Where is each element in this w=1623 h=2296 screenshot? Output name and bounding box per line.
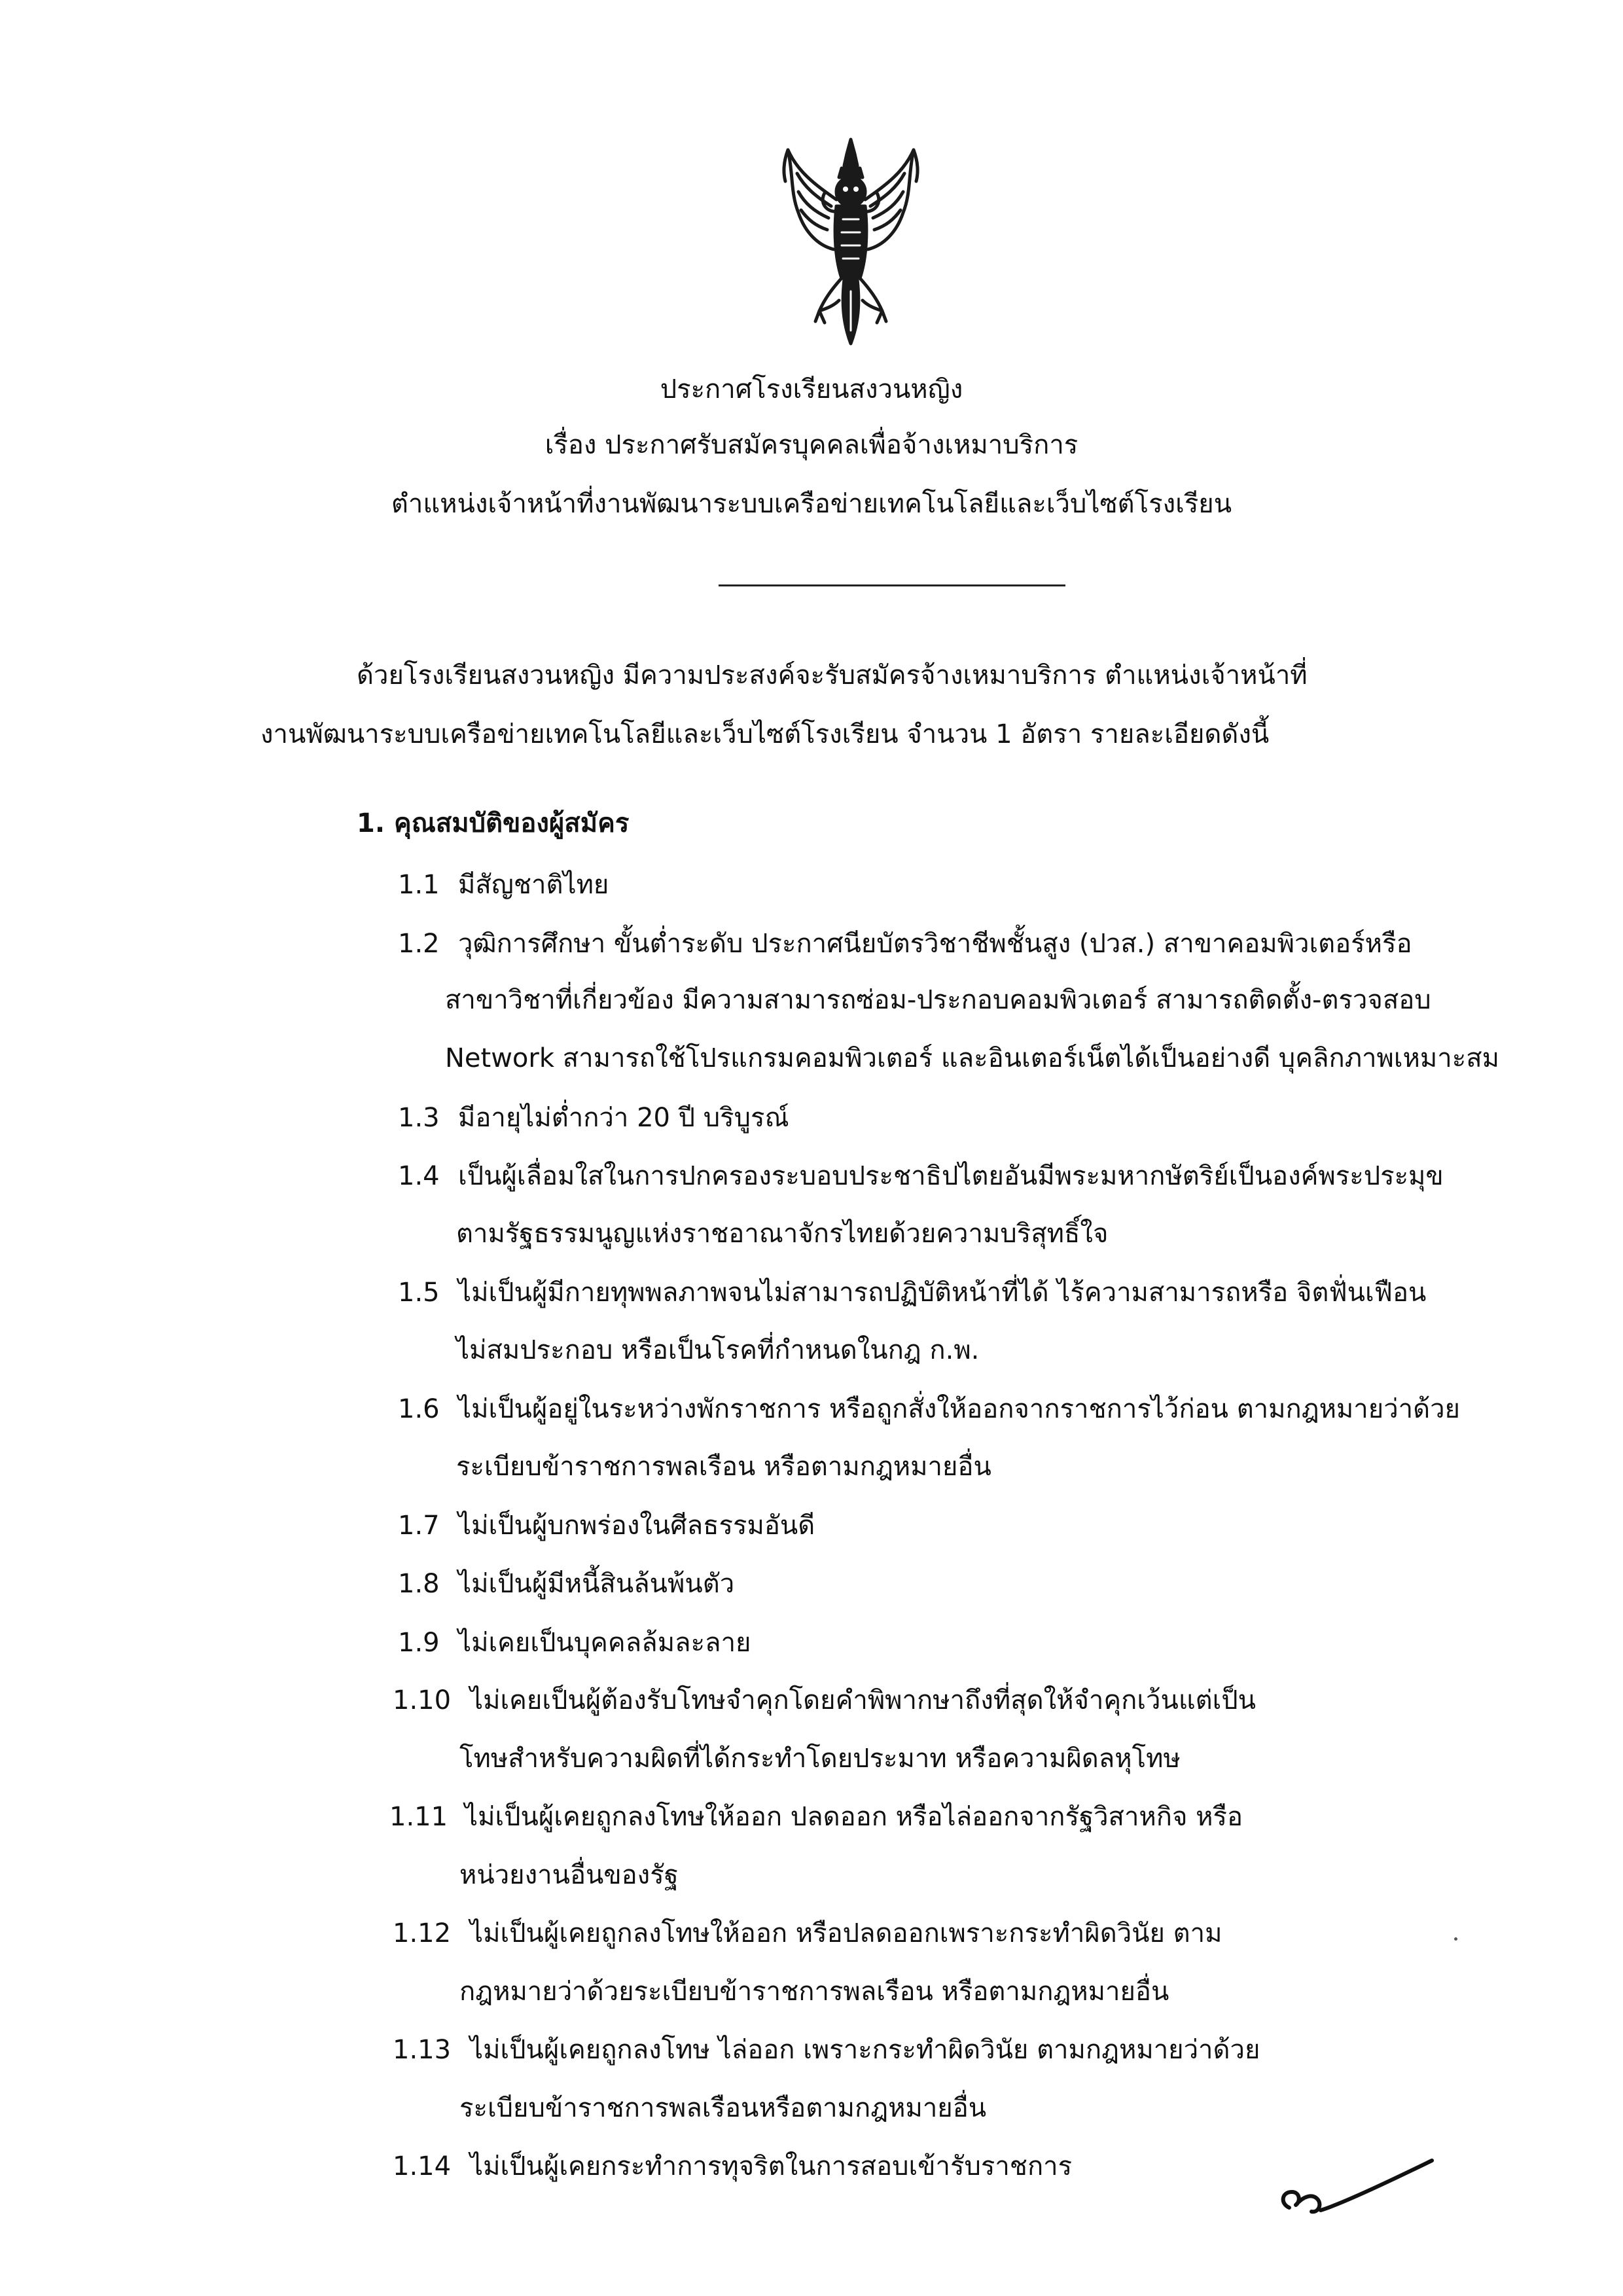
item-text: ไม่เคยเป็นผู้ต้องรับโทษจำคุกโดยคำพิพากษาถึงที่สุดให้จำคุกเว้นแต่เป็น [470,1685,1256,1715]
item-text-continued: ระเบียบข้าราชการพลเรือน หรือตามกฎหมายอื่น [456,1452,991,1482]
item-text: ไม่เป็นผู้เคยถูกลงโทษ ไล่ออก เพราะกระทำผิดวินัย ตามกฎหมายว่าด้วย [470,2035,1260,2065]
item-text-continued: ระเบียบข้าราชการพลเรือนหรือตามกฎหมายอื่น [459,2093,987,2123]
garuda-emblem-icon [779,134,923,350]
item-number: 1.13 [393,2035,452,2065]
announcement-position: ตำแหน่งเจ้าหน้าที่งานพัฒนาระบบเครือข่ายเทคโนโลยีและเว็บไซต์โรงเรียน [391,489,1232,519]
item-text: ไม่เป็นผู้มีกายทุพพลภาพจนไม่สามารถปฏิบัติหน้าที่ได้ ไร้ความสามารถหรือ จิตฟั่นเฟือน [458,1278,1427,1308]
item-number: 1.10 [393,1685,452,1715]
item-number: 1.4 [398,1161,440,1191]
handwritten-page-mark-icon [1275,2157,1438,2229]
item-text-continued: ไม่สมประกอบ หรือเป็นโรคที่กำหนดในกฎ ก.พ. [456,1335,980,1365]
item-text: ไม่เป็นผู้มีหนี้สินล้นพ้นตัว [458,1569,735,1599]
item-number: 1.5 [398,1278,440,1308]
announcement-subject: เรื่อง ประกาศรับสมัครบุคคลเพื่อจ้างเหมาบริการ [544,430,1079,460]
intro-line-2: งานพัฒนาระบบเครือข่ายเทคโนโลยีและเว็บไซต์โรงเรียน จำนวน 1 อัตรา รายละเอียดดังนี้ [260,719,1270,749]
item-text-continued: Network สามารถใช้โปรแกรมคอมพิวเตอร์ และอินเตอร์เน็ตได้เป็นอย่างดี บุคลิกภาพเหมาะสม [445,1043,1500,1073]
item-text: วุฒิการศึกษา ขั้นต่ำระดับ ประกาศนียบัตรวิชาชีพชั้นสูง (ปวส.) สาขาคอมพิวเตอร์หรือ [458,929,1412,959]
item-text-continued: กฎหมายว่าด้วยระเบียบข้าราชการพลเรือน หรือตามกฎหมายอื่น [459,1977,1169,2007]
item-number: 1.2 [398,929,440,959]
item-number: 1.6 [398,1394,440,1424]
item-number: 1.14 [393,2151,452,2181]
item-text: เป็นผู้เลื่อมใสในการปกครองระบอบประชาธิปไตยอันมีพระมหากษัตริย์เป็นองค์พระประมุข [458,1161,1444,1191]
item-text-continued: ตามรัฐธรรมนูญแห่งราชอาณาจักรไทยด้วยความบริสุทธิ์ใจ [456,1219,1109,1249]
item-text: ไม่เป็นผู้เคยกระทำการทุจริตในการสอบเข้ารับราชการ [470,2151,1073,2181]
item-number: 1.9 [398,1628,440,1658]
item-text-continued: สาขาวิชาที่เกี่ยวข้อง มีความสามารถซ่อม-ประกอบคอมพิวเตอร์ สามารถติดตั้ง-ตรวจสอบ [445,985,1431,1015]
item-text: ไม่เคยเป็นบุคคลล้มละลาย [458,1628,751,1658]
item-number: 1.11 [389,1802,448,1832]
item-text: มีอายุไม่ต่ำกว่า 20 ปี บริบูรณ์ [458,1103,789,1133]
item-text: ไม่เป็นผู้เคยถูกลงโทษให้ออก หรือปลดออกเพราะกระทำผิดวินัย ตาม [470,1918,1222,1948]
heading-divider [719,584,1065,586]
intro-line-1: ด้วยโรงเรียนสงวนหญิง มีความประสงค์จะรับสมัครจ้างเหมาบริการ ตำแหน่งเจ้าหน้าที่ [357,660,1308,691]
item-text: ไม่เป็นผู้เคยถูกลงโทษให้ออก ปลดออก หรือไล่ออกจากรัฐวิสาหกิจ หรือ [465,1802,1243,1832]
item-number: 1.3 [398,1103,440,1133]
scan-speck [1454,1937,1457,1941]
announcement-title: ประกาศโรงเรียนสงวนหญิง [660,374,963,404]
item-number: 1.1 [398,870,440,900]
item-text: ไม่เป็นผู้อยู่ในระหว่างพักราชการ หรือถูกสั่งให้ออกจากราชการไว้ก่อน ตามกฎหมายว่าด้วย [458,1394,1460,1424]
item-text: มีสัญชาติไทย [458,870,609,900]
item-number: 1.8 [398,1569,440,1599]
section-title-qualifications: 1. คุณสมบัติของผู้สมัคร [357,808,630,838]
item-text-continued: หน่วยงานอื่นของรัฐ [459,1860,679,1890]
item-text: ไม่เป็นผู้บกพร่องในศีลธรรมอันดี [458,1511,815,1541]
item-number: 1.7 [398,1511,440,1541]
item-number: 1.12 [393,1918,452,1948]
item-text-continued: โทษสำหรับความผิดที่ได้กระทำโดยประมาท หรือความผิดลหุโทษ [459,1744,1181,1774]
